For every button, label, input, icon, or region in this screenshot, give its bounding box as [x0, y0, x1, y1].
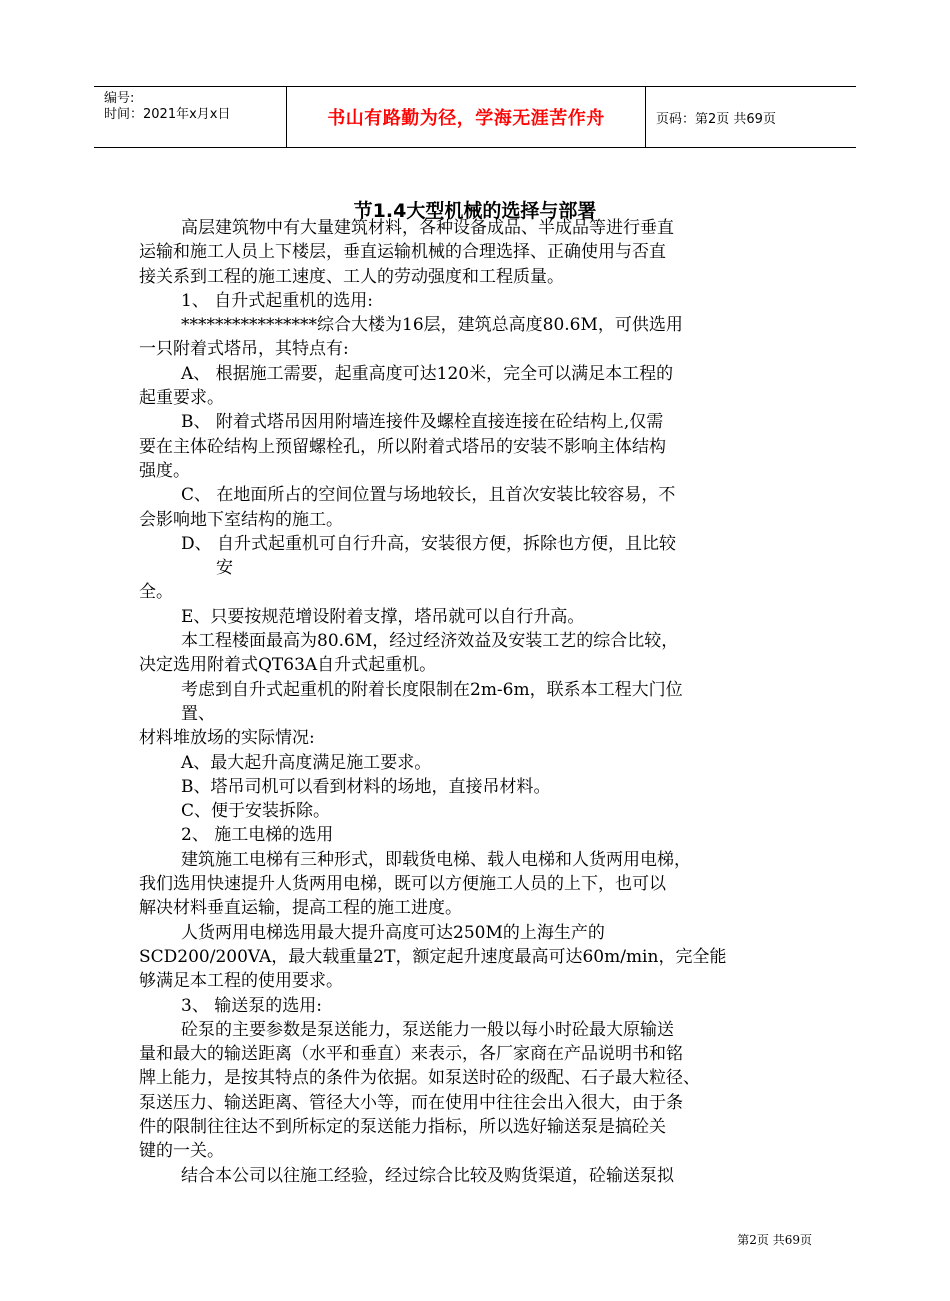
text-line: 置、 [181, 703, 215, 724]
text-line: 人货两用电梯选用最大提升高度可达250M的上海生产的 [181, 922, 605, 943]
serial-label: 编号: [104, 91, 135, 106]
time-label: 时间：2021年x月x日 [104, 107, 231, 122]
page-footer: 第2页 共69页 [737, 1233, 812, 1247]
text-line: 运输和施工人员上下楼层，垂直运输机械的合理选择、正确使用与否直 [139, 242, 666, 263]
text-line: 解决材料垂直运输，提高工程的施工进度。 [139, 898, 462, 919]
text-line: 键的一关。 [139, 1141, 224, 1162]
text-line: 安 [216, 558, 233, 579]
text-line: 起重要求。 [139, 388, 224, 409]
header-motto: 书山有路勤为径，学海无涯苦作舟 [286, 87, 646, 147]
body-text [139, 216, 815, 1188]
text-line: B、塔吊司机可以看到材料的场地，直接吊材料。 [181, 776, 551, 797]
text-line: D、 自升式起重机可自行升高，安装很方便，拆除也方便，且比较 [181, 533, 677, 554]
text-line: 会影响地下室结构的施工。 [139, 509, 343, 530]
text-line: 我们选用快速提升人货两用电梯，既可以方便施工人员的上下，也可以 [139, 874, 666, 895]
text-line: A、 根据施工需要，起重高度可达120米，完全可以满足本工程的 [181, 363, 674, 384]
text-line: 要在主体砼结构上预留螺栓孔，所以附着式塔吊的安装不影响主体结构 [139, 436, 666, 457]
page-header [94, 86, 856, 148]
header-page-info: 页码：第2页 共69页 [656, 111, 776, 127]
text-line: E、只要按规范增设附着支撑，塔吊就可以自行升高。 [181, 606, 585, 627]
header-meta [94, 87, 286, 147]
text-line: C、 在地面所占的空间位置与场地较长，且首次安装比较容易，不 [181, 485, 676, 506]
text-line: C、便于安装拆除。 [181, 801, 331, 822]
text-line: 本工程楼面最高为80.6M，经过经济效益及安装工艺的综合比较， [181, 631, 679, 652]
text-line: 3、 输送泵的选用: [181, 995, 322, 1016]
text-line: 件的限制往往达不到所标定的泵送能力指标，所以选好输送泵是搞砼关 [139, 1116, 666, 1137]
text-line: 建筑施工电梯有三种形式，即载货电梯、载人电梯和人货两用电梯， [181, 849, 691, 870]
text-line: 2、 施工电梯的选用 [181, 825, 334, 846]
text-line: 材料堆放场的实际情况: [139, 728, 315, 749]
text-line: 结合本公司以往施工经验，经过综合比较及购货渠道，砼输送泵拟 [181, 1165, 674, 1186]
text-line: 砼泵的主要参数是泵送能力，泵送能力一般以每小时砼最大原输送 [181, 1019, 674, 1040]
text-line: 1、 自升式起重机的选用: [181, 290, 373, 311]
text-line: 牌上能力，是按其特点的条件为依据。如泵送时砼的级配、石子最大粒径、 [139, 1068, 700, 1089]
text-line: SCD200/200VA，最大载重量2T，额定起升速度最高可达60m/min，完全能 [139, 946, 727, 967]
text-line: 高层建筑物中有大量建筑材料，各种设备成品、半成品等进行垂直 [181, 218, 674, 238]
text-line: 接关系到工程的施工速度、工人的劳动强度和工程质量。 [139, 266, 564, 287]
text-line: ****************综合大楼为16层，建筑总高度80.6M，可供选用 [181, 315, 683, 336]
text-line: 一只附着式塔吊，其特点有: [139, 339, 349, 360]
text-line: A、最大起升高度满足施工要求。 [181, 752, 432, 773]
text-line: B、 附着式塔吊因用附墙连接件及螺栓直接连接在砼结构上,仅需 [181, 412, 664, 433]
text-line: 决定选用附着式QT63A自升式起重机。 [139, 655, 437, 676]
text-line: 考虑到自升式起重机的附着长度限制在2m-6m，联系本工程大门位 [181, 679, 683, 700]
text-line: 量和最大的输送距离（水平和垂直）来表示，各厂家商在产品说明书和铭 [139, 1044, 683, 1065]
text-line: 全。 [139, 582, 173, 603]
section-title: 节1.4大型机械的选择与部署 [353, 200, 597, 222]
text-line: 强度。 [139, 460, 190, 481]
text-line: 泵送压力、输送距离、管径大小等，而在使用中往往会出入很大，由于条 [139, 1092, 683, 1113]
text-line: 够满足本工程的使用要求。 [139, 971, 343, 992]
